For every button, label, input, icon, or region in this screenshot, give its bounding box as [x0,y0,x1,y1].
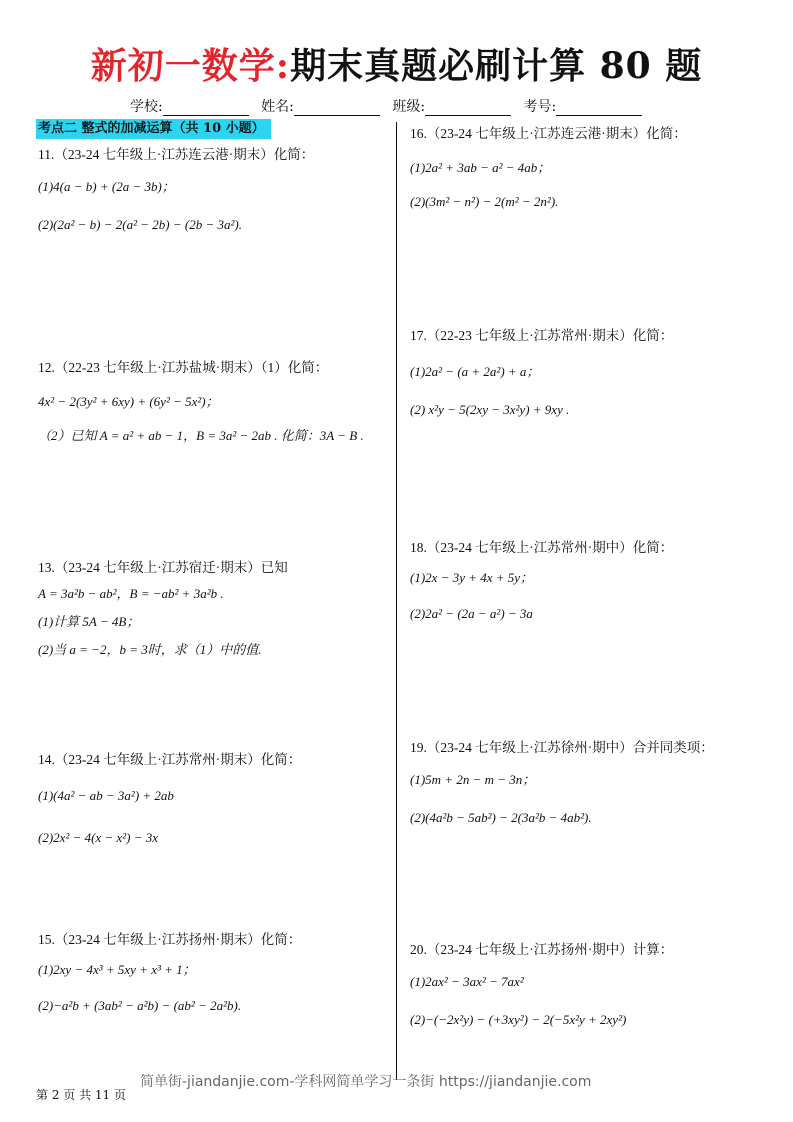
q13-part2: (2)当 a = −2，b = 3时，求（1）中的值. [38,642,262,657]
q16-header: 16.（23-24 七年级上·江苏连云港·期末）化简： [410,126,687,141]
info-id-blank[interactable] [556,101,642,116]
q13-given: A = 3a²b − ab²，B = −ab² + 3a²b . [38,586,224,601]
title-red: 新初一数学: [90,45,291,87]
student-info [130,96,650,116]
title-black: 期末真题必刷计算 80 题 [290,45,703,87]
question-12 [38,358,364,446]
q14-part2: (2)2x² − 4(x − x²) − 3x [38,830,159,845]
info-name-label: 姓名: [261,99,294,115]
q18-part1: (1)2x − 3y + 4x + 5y； [410,570,534,585]
q15-header: 15.（23-24 七年级上·江苏扬州·期末）化简： [38,932,302,947]
page-number: 第 2 页 共 11 页 [36,1088,126,1102]
q17-part2: (2) x²y − 5(2xy − 3x²y) + 9xy . [410,402,570,417]
q14-part1: (1)(4a² − ab − 3a²) + 2ab [38,788,174,803]
q16-part1: (1)2a² + 3ab − a² − 4ab； [410,160,551,175]
question-17 [410,326,673,420]
page-title [0,38,793,89]
q20-part2: (2)−(−2x²y) − (+3xy²) − 2(−5x²y + 2xy²) [410,1012,627,1027]
q13-header: 13.（23-24 七年级上·江苏宿迁·期末）已知 [38,560,288,575]
q11-part2: (2)(2a² − b) − 2(a² − 2b) − (2b − 3a²). [38,217,242,232]
q17-part1: (1)2a² − (a + 2a²) + a； [410,364,540,379]
q15-part2: (2)−a²b + (3ab² − a²b) − (ab² − 2a²b). [38,998,242,1013]
question-14 [38,750,301,848]
q16-part2: (2)(3m² − n²) − 2(m² − 2n²). [410,194,559,209]
q11-header: 11.（23-24 七年级上·江苏连云港·期末）化简： [38,147,315,162]
info-class-blank[interactable] [425,101,511,116]
q11-part1: (1)4(a − b) + (2a − 3b)； [38,179,175,194]
column-divider [396,122,397,1080]
question-20 [410,940,673,1030]
question-16 [410,124,687,212]
q12-part2: （2）已知 A = a² + ab − 1，B = 3a² − 2ab . 化简：3A − B . [38,428,364,443]
q18-header: 18.（23-24 七年级上·江苏常州·期中）化简： [410,540,674,555]
question-13 [38,558,288,660]
question-11 [38,145,314,235]
q14-header: 14.（23-24 七年级上·江苏常州·期末）化简： [38,752,302,767]
q18-part2: (2)2a² − (2a − a²) − 3a [410,606,533,621]
question-19 [410,738,714,828]
section-label: 考点二 整式的加减运算（共 10 小题） [36,119,271,139]
info-school-label: 学校: [130,99,163,115]
info-school-blank[interactable] [163,101,249,116]
q12-part1: 4x² − 2(3y² + 6xy) + (6y² − 5x²)； [38,394,219,409]
q12-header: 12.（22-23 七年级上·江苏盐城·期末）（1）化简： [38,360,329,375]
question-18 [410,538,673,624]
q15-part1: (1)2xy − 4x³ + 5xy + x³ + 1； [38,962,196,977]
question-15 [38,930,301,1016]
q20-header: 20.（23-24 七年级上·江苏扬州·期中）计算： [410,942,674,957]
q19-part1: (1)5m + 2n − m − 3n； [410,772,536,787]
q19-header: 19.（23-24 七年级上·江苏徐州·期中）合并同类项： [410,740,714,755]
q13-part1: (1)计算 5A − 4B； [38,614,140,629]
watermark: 简单街-jiandanjie.com-学科网简单学习一条街 https://jiandanjie.com [140,1074,592,1090]
q17-header: 17.（22-23 七年级上·江苏常州·期末）化简： [410,328,674,343]
q20-part1: (1)2ax² − 3ax² − 7ax² [410,974,524,989]
info-class-label: 班级: [392,99,426,115]
info-id-label: 考号: [523,99,557,115]
q19-part2: (2)(4a²b − 5ab²) − 2(3a²b − 4ab²). [410,810,592,825]
info-name-blank[interactable] [294,101,380,116]
